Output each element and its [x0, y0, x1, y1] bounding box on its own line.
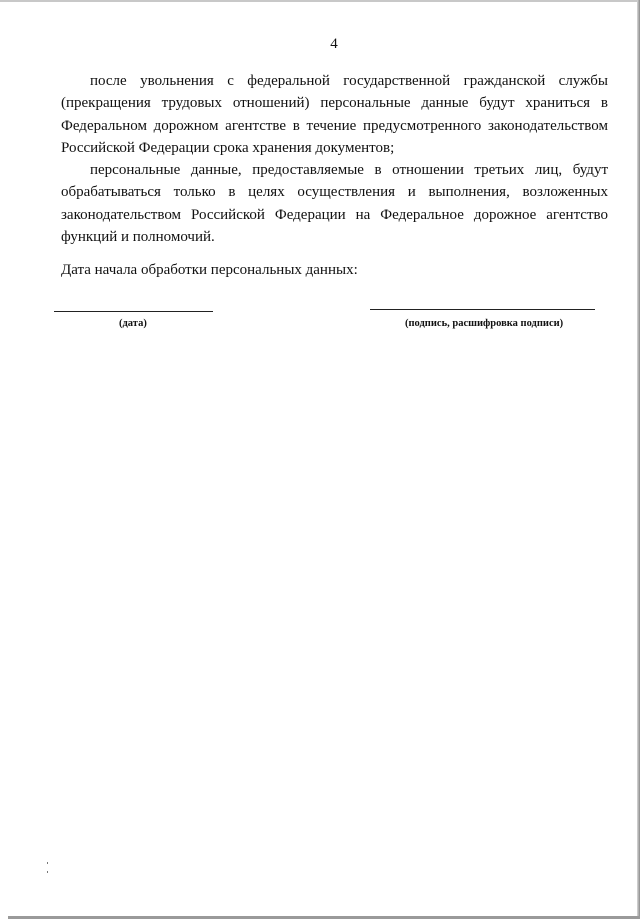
date-caption: (дата): [119, 318, 147, 329]
paragraph-third-party-data: персональные данные, предоставляемые в отношении третьих лиц, будут обрабатываться только в целях осуществления и выполнения, возложенных законодательством Российской Федерации на Федеральное дорожное агентство функций и полномочий.: [61, 162, 608, 246]
page-number: 4: [330, 36, 338, 52]
scan-speck: [47, 871, 48, 873]
scan-edge-top: [0, 0, 640, 2]
date-line: [54, 311, 213, 312]
signature-line: [370, 309, 595, 310]
scan-speck: [47, 862, 48, 864]
paragraph-storage-after-dismissal: после увольнения с федеральной государственной гражданской службы (прекращения трудовых отношений) персональные данные будут храниться в Федеральном дорожном агентстве в течение предусмотренного законодательством Российской Федерации срока хранения документов;: [61, 73, 608, 156]
signature-caption: (подпись, расшифровка подписи): [405, 318, 564, 329]
body-text: [61, 70, 608, 248]
processing-start-label: Дата начала обработки персональных данных:: [61, 262, 358, 278]
